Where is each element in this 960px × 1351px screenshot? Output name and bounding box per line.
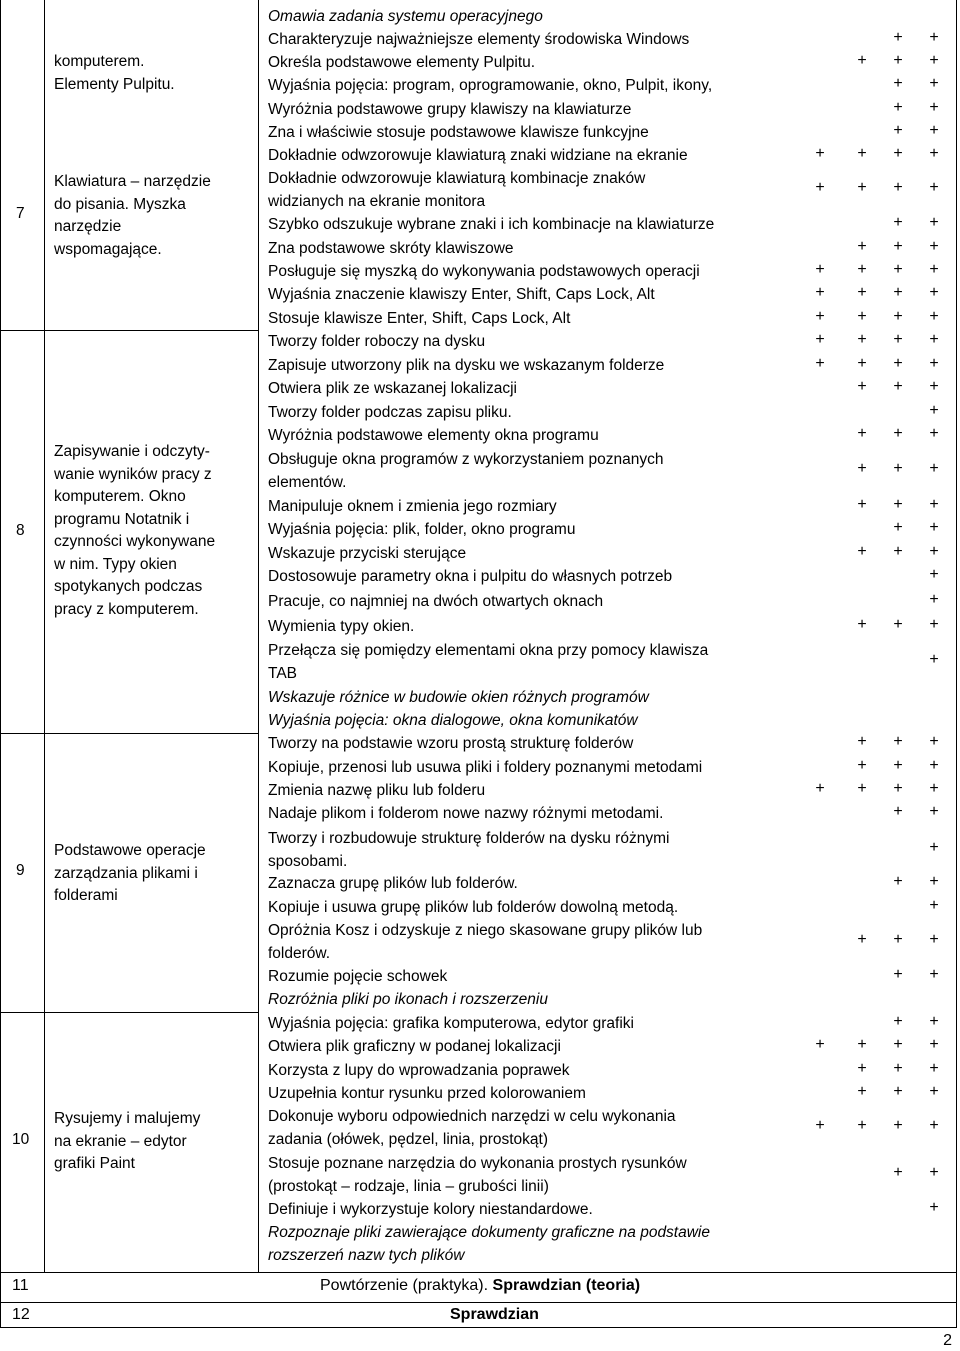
- grade-mark: +: [857, 543, 867, 560]
- grade-mark: +: [893, 308, 903, 325]
- grade-mark: +: [893, 122, 903, 139]
- requirement-item: Tworzy folder podczas zapisu pliku.: [268, 404, 512, 421]
- grade-mark: +: [893, 29, 903, 46]
- table-border-bottom: [0, 1327, 957, 1328]
- grade-mark: +: [929, 1036, 939, 1053]
- lesson-topic: Klawiatura – narzędzie do pisania. Myszka narzędzie wspomagające.: [54, 173, 211, 258]
- grade-mark: +: [893, 1013, 903, 1030]
- lesson-topic: Zapisywanie i odczyty- wanie wyników pracy z komputerem. Okno programu Notatnik i czynności wykonywane w nim. Typy okien spotykanych podczas pracy z komputerem.: [54, 443, 216, 618]
- grade-mark: +: [929, 1199, 939, 1216]
- grade-mark: +: [893, 496, 903, 513]
- table-border-right: [956, 0, 957, 1328]
- requirement-item: Uzupełnia kontur rysunku przed kolorowaniem: [268, 1085, 586, 1102]
- grade-mark: +: [893, 331, 903, 348]
- lesson-number: 7: [16, 205, 25, 222]
- grade-mark: +: [929, 145, 939, 162]
- requirement-item: Wymienia typy okien.: [268, 618, 415, 635]
- grade-mark: +: [929, 1013, 939, 1030]
- requirement-item: Wyjaśnia pojęcia: program, oprogramowanie, okno, Pulpit, ikony,: [268, 77, 713, 94]
- grade-mark: +: [893, 519, 903, 536]
- requirement-item: Dokładnie odwzorowuje klawiaturą znaki widziane na ekranie: [268, 147, 688, 164]
- grade-mark: +: [857, 145, 867, 162]
- grade-mark: +: [929, 179, 939, 197]
- grade-mark: +: [929, 238, 939, 255]
- requirement-item: Zmienia nazwę pliku lub folderu: [268, 782, 486, 799]
- grade-mark: +: [857, 425, 867, 442]
- grade-mark: +: [857, 616, 867, 633]
- grade-mark: +: [893, 873, 903, 890]
- grade-mark: +: [893, 75, 903, 92]
- requirement-item: Korzysta z lupy do wprowadzania poprawek: [268, 1062, 570, 1079]
- grade-mark: +: [857, 261, 867, 278]
- grade-mark: +: [857, 284, 867, 301]
- lesson-number: 9: [16, 862, 25, 879]
- grade-mark: +: [857, 52, 867, 69]
- lesson-number: 8: [16, 522, 25, 539]
- requirement-item: Wyjaśnia pojęcia: okna dialogowe, okna komunikatów: [268, 712, 638, 729]
- grade-mark: +: [929, 733, 939, 750]
- requirement-item: Określa podstawowe elementy Pulpitu.: [268, 54, 536, 71]
- grade-mark: +: [815, 308, 825, 325]
- requirement-item: Otwiera plik ze wskazanej lokalizacji: [268, 380, 517, 397]
- grade-mark: +: [893, 1164, 903, 1182]
- grade-mark: +: [929, 803, 939, 820]
- grade-mark: +: [929, 839, 939, 857]
- grade-mark: +: [893, 616, 903, 633]
- grade-mark: +: [893, 543, 903, 560]
- requirement-item: Kopiuje, przenosi lub usuwa pliki i foldery poznanymi metodami: [268, 759, 703, 776]
- bottom-row-plain: Powtórzenie (praktyka).: [320, 1277, 493, 1294]
- requirement-item: Stosuje poznane narzędzia do wykonania prostych rysunków (prostokąt – rodzaje, linia – grubości linii): [268, 1155, 687, 1195]
- grade-mark: +: [929, 651, 939, 669]
- grade-mark: +: [815, 1036, 825, 1053]
- requirement-item: Zna i właściwie stosuje podstawowe klawisze funkcyjne: [268, 124, 649, 141]
- requirement-item: Wyjaśnia pojęcia: grafika komputerowa, edytor grafiki: [268, 1015, 634, 1032]
- grade-mark: +: [857, 757, 867, 774]
- grade-mark: +: [893, 238, 903, 255]
- lesson-separator: [0, 733, 258, 734]
- bottom-row-bold: Sprawdzian (teoria): [492, 1277, 641, 1294]
- grade-mark: +: [929, 460, 939, 478]
- grade-mark: +: [857, 238, 867, 255]
- grade-mark: +: [857, 733, 867, 750]
- grade-mark: +: [929, 214, 939, 231]
- grade-mark: +: [929, 52, 939, 69]
- grade-mark: +: [857, 496, 867, 513]
- bottom-row-text: [450, 1306, 539, 1324]
- grade-mark: +: [929, 519, 939, 536]
- grade-mark: +: [893, 780, 903, 797]
- grade-mark: +: [893, 803, 903, 820]
- lesson-number: 12: [12, 1306, 30, 1323]
- grade-mark: +: [929, 29, 939, 46]
- grade-mark: +: [929, 261, 939, 278]
- grade-mark: +: [893, 99, 903, 116]
- lesson-separator: [0, 330, 258, 331]
- requirement-item: Otwiera plik graficzny w podanej lokalizacji: [268, 1038, 561, 1055]
- grade-mark: +: [893, 757, 903, 774]
- requirement-item: Definiuje i wykorzystuje kolory niestandardowe.: [268, 1201, 593, 1218]
- grade-mark: +: [815, 331, 825, 348]
- grade-mark: +: [893, 1060, 903, 1077]
- requirement-item: Tworzy i rozbudowuje strukturę folderów na dysku różnymi sposobami.: [268, 830, 670, 870]
- grade-mark: +: [857, 931, 867, 949]
- grade-mark: +: [857, 460, 867, 478]
- grade-mark: +: [815, 284, 825, 301]
- grade-mark: +: [893, 460, 903, 478]
- requirement-item: Wyróżnia podstawowe grupy klawiszy na klawiaturze: [268, 101, 632, 118]
- grade-mark: +: [893, 966, 903, 983]
- requirement-item: Szybko odszukuje wybrane znaki i ich kombinacje na klawiaturze: [268, 216, 715, 233]
- grade-mark: +: [893, 355, 903, 372]
- grade-mark: +: [929, 99, 939, 116]
- grade-mark: +: [929, 897, 939, 914]
- requirement-item: Kopiuje i usuwa grupę plików lub folderów dowolną metodą.: [268, 899, 679, 916]
- grade-mark: +: [893, 931, 903, 949]
- requirement-item: Rozpoznaje pliki zawierające dokumenty graficzne na podstawie rozszerzeń nazw tych plików: [268, 1224, 710, 1264]
- grade-mark: +: [893, 378, 903, 395]
- requirement-item: Opróżnia Kosz i odzyskuje z niego skasowane grupy plików lub folderów.: [268, 922, 703, 962]
- grade-mark: +: [857, 378, 867, 395]
- grade-mark: +: [929, 122, 939, 139]
- requirement-item: Zna podstawowe skróty klawiszowe: [268, 240, 514, 257]
- grade-mark: +: [857, 1117, 867, 1135]
- grade-mark: +: [929, 75, 939, 92]
- table-row-separator: [0, 1272, 957, 1273]
- table-border-left: [0, 0, 1, 1328]
- grade-mark: +: [929, 966, 939, 983]
- grade-mark: +: [929, 425, 939, 442]
- requirement-item: Przełącza się pomiędzy elementami okna przy pomocy klawisza TAB: [268, 642, 709, 682]
- requirement-item: Obsługuje okna programów z wykorzystaniem poznanych elementów.: [268, 451, 664, 491]
- page-number: 2: [943, 1332, 952, 1349]
- grade-mark: +: [893, 1036, 903, 1053]
- grade-mark: +: [929, 931, 939, 949]
- grade-mark: +: [857, 179, 867, 197]
- bottom-row-bold: Sprawdzian: [450, 1306, 539, 1323]
- lesson-separator: [0, 1012, 258, 1013]
- requirement-item: Wskazuje różnice w budowie okien różnych programów: [268, 689, 649, 706]
- grade-mark: +: [893, 145, 903, 162]
- requirement-item: Nadaje plikom i folderom nowe nazwy różnymi metodami.: [268, 805, 664, 822]
- requirement-item: Stosuje klawisze Enter, Shift, Caps Lock, Alt: [268, 310, 571, 327]
- table-border-topic-col: [258, 0, 259, 1272]
- grade-mark: +: [929, 873, 939, 890]
- grade-mark: +: [929, 1164, 939, 1182]
- grade-mark: +: [893, 733, 903, 750]
- grade-mark: +: [857, 1060, 867, 1077]
- grade-mark: +: [929, 496, 939, 513]
- grade-mark: +: [857, 780, 867, 797]
- requirement-item: Pracuje, co najmniej na dwóch otwartych oknach: [268, 593, 604, 610]
- requirement-item: Wyjaśnia znaczenie klawiszy Enter, Shift, Caps Lock, Alt: [268, 286, 655, 303]
- grade-mark: +: [893, 214, 903, 231]
- grade-mark: +: [893, 52, 903, 69]
- requirement-item: Tworzy folder roboczy na dysku: [268, 333, 486, 350]
- grade-mark: +: [929, 757, 939, 774]
- table-border-number-col: [44, 0, 45, 1272]
- grade-mark: +: [893, 261, 903, 278]
- grade-mark: +: [929, 378, 939, 395]
- requirement-item: Zaznacza grupę plików lub folderów.: [268, 875, 518, 892]
- grade-mark: +: [929, 331, 939, 348]
- grade-mark: +: [929, 616, 939, 633]
- requirement-item: Zapisuje utworzony plik na dysku we wskazanym folderze: [268, 357, 665, 374]
- grade-mark: +: [893, 425, 903, 442]
- grade-mark: +: [929, 1117, 939, 1135]
- grade-mark: +: [929, 355, 939, 372]
- lesson-number: 11: [12, 1277, 29, 1294]
- grade-mark: +: [857, 331, 867, 348]
- grade-mark: +: [815, 355, 825, 372]
- requirement-item: Wyróżnia podstawowe elementy okna programu: [268, 427, 599, 444]
- grade-mark: +: [857, 355, 867, 372]
- grade-mark: +: [815, 1117, 825, 1135]
- grade-mark: +: [893, 179, 903, 197]
- requirement-item: Manipuluje oknem i zmienia jego rozmiary: [268, 498, 557, 515]
- grade-mark: +: [893, 1117, 903, 1135]
- requirement-item: Dostosowuje parametry okna i pulpitu do własnych potrzeb: [268, 568, 673, 585]
- requirement-item: Wyjaśnia pojęcia: plik, folder, okno programu: [268, 521, 576, 538]
- grade-mark: +: [929, 308, 939, 325]
- grade-mark: +: [815, 179, 825, 197]
- grade-mark: +: [893, 284, 903, 301]
- grade-mark: +: [893, 1083, 903, 1100]
- requirement-item: Dokładnie odwzorowuje klawiaturą kombinacje znaków widzianych na ekranie monitora: [268, 170, 646, 210]
- grade-mark: +: [929, 566, 939, 583]
- requirement-item: Charakteryzuje najważniejsze elementy środowiska Windows: [268, 31, 690, 48]
- lesson-topic: Rysujemy i malujemy na ekranie – edytor grafiki Paint: [54, 1110, 201, 1172]
- grade-mark: +: [929, 1060, 939, 1077]
- requirement-item: Rozróżnia pliki po ikonach i rozszerzeniu: [268, 991, 548, 1008]
- requirement-item: Posługuje się myszką do wykonywania podstawowych operacji: [268, 263, 700, 280]
- requirement-item: Omawia zadania systemu operacyjnego: [268, 8, 543, 25]
- requirement-item: Tworzy na podstawie wzoru prostą strukturę folderów: [268, 735, 634, 752]
- grade-mark: +: [857, 308, 867, 325]
- grade-mark: +: [929, 780, 939, 797]
- grade-mark: +: [857, 1083, 867, 1100]
- grade-mark: +: [929, 402, 939, 419]
- requirement-item: Dokonuje wyboru odpowiednich narzędzi w celu wykonania zadania (ołówek, pędzel, linia, prostokąt): [268, 1108, 676, 1148]
- grade-mark: +: [815, 780, 825, 797]
- requirement-item: Wskazuje przyciski sterujące: [268, 545, 467, 562]
- grade-mark: +: [929, 543, 939, 560]
- grade-mark: +: [929, 591, 939, 608]
- grade-mark: +: [815, 261, 825, 278]
- lesson-topic: komputerem. Elementy Pulpitu.: [54, 53, 175, 93]
- grade-mark: +: [857, 1036, 867, 1053]
- requirement-item: Rozumie pojęcie schowek: [268, 968, 448, 985]
- grade-mark: +: [929, 1083, 939, 1100]
- lesson-number: 10: [12, 1131, 30, 1148]
- grade-mark: +: [929, 284, 939, 301]
- bottom-row-text: [320, 1277, 640, 1295]
- table-row-separator: [0, 1302, 957, 1303]
- grade-mark: +: [815, 145, 825, 162]
- lesson-topic: Podstawowe operacje zarządzania plikami i folderami: [54, 842, 206, 904]
